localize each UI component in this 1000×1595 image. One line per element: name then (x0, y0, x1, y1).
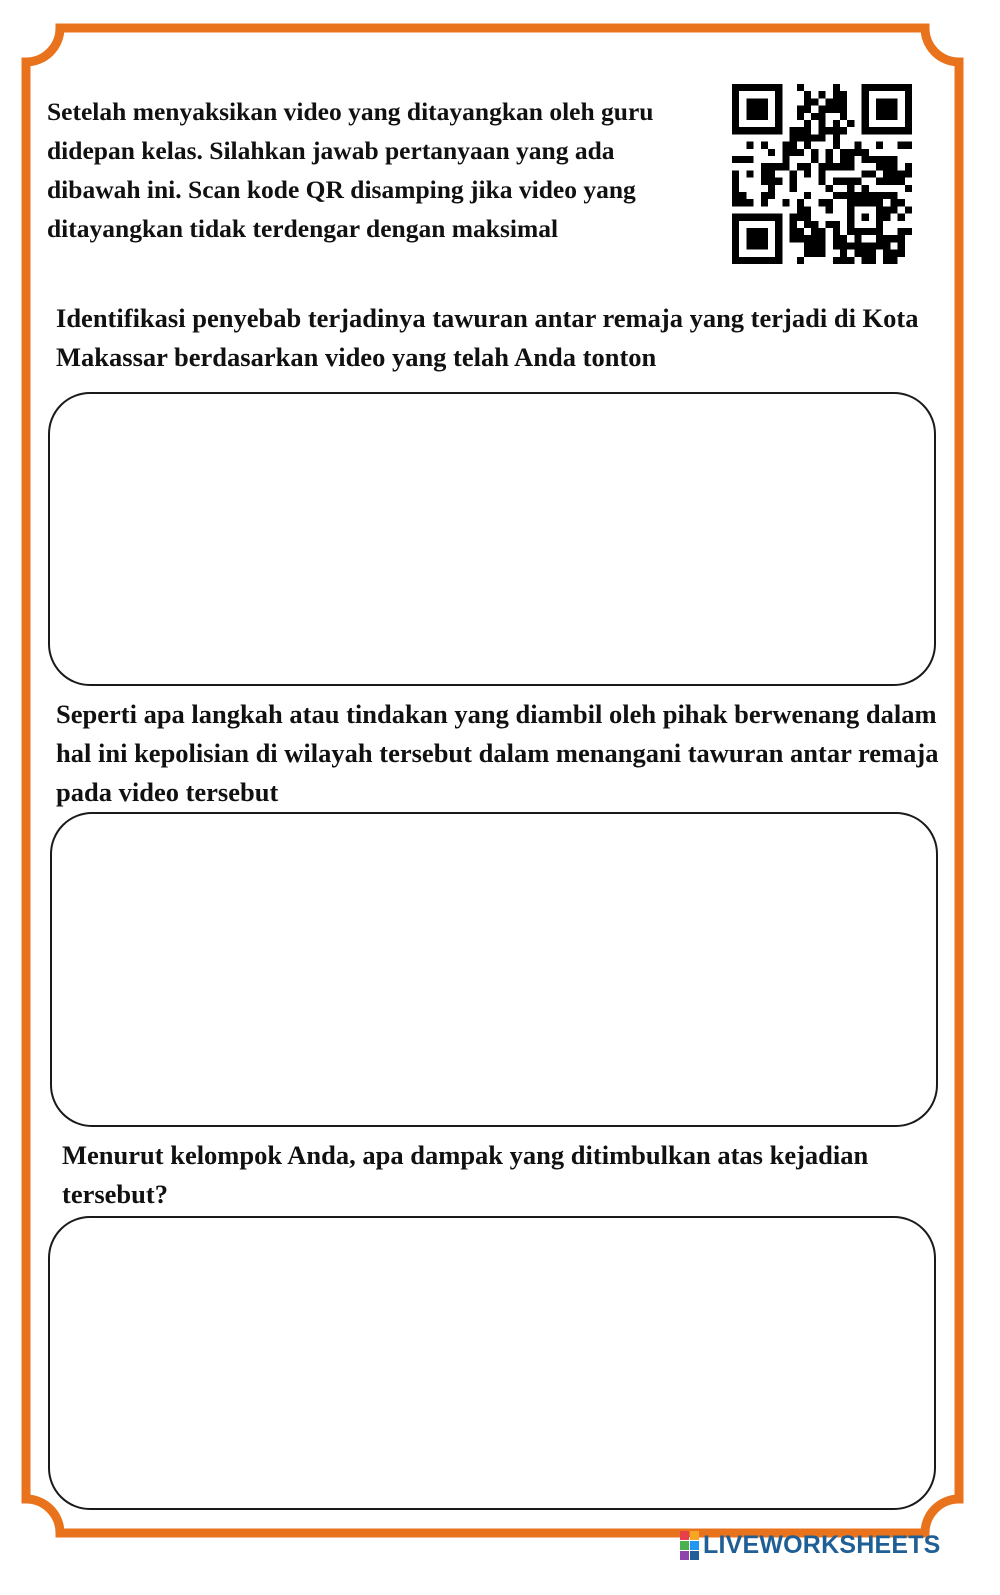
brand-label: LIVEWORKSHEETS (703, 1530, 941, 1559)
answer-box-1[interactable] (48, 392, 936, 686)
liveworksheets-logo-icon (680, 1531, 699, 1560)
answer-box-2[interactable] (50, 812, 938, 1127)
qr-code-icon[interactable] (732, 84, 912, 264)
question-1: Identifikasi penyebab terjadinya tawuran antar remaja yang terjadi di Kota Makassar berdasarkan video yang telah Anda tonton (56, 303, 919, 372)
instructions-text: Setelah menyaksikan video yang ditayangkan oleh guru didepan kelas. Silahkan jawab pertanyaan yang ada dibawah ini. Scan kode QR disamping jika video yang ditayangkan tidak terdengar dengan maksimal (47, 97, 654, 243)
question-3: Menurut kelompok Anda, apa dampak yang ditimbulkan atas kejadian tersebut? (62, 1140, 869, 1209)
liveworksheets-brand[interactable] (680, 1528, 941, 1562)
answer-box-3[interactable] (48, 1216, 936, 1510)
question-2: Seperti apa langkah atau tindakan yang diambil oleh pihak berwenang dalam hal ini kepolisian di wilayah tersebut dalam menangani tawuran antar remaja pada video tersebut (56, 699, 939, 807)
